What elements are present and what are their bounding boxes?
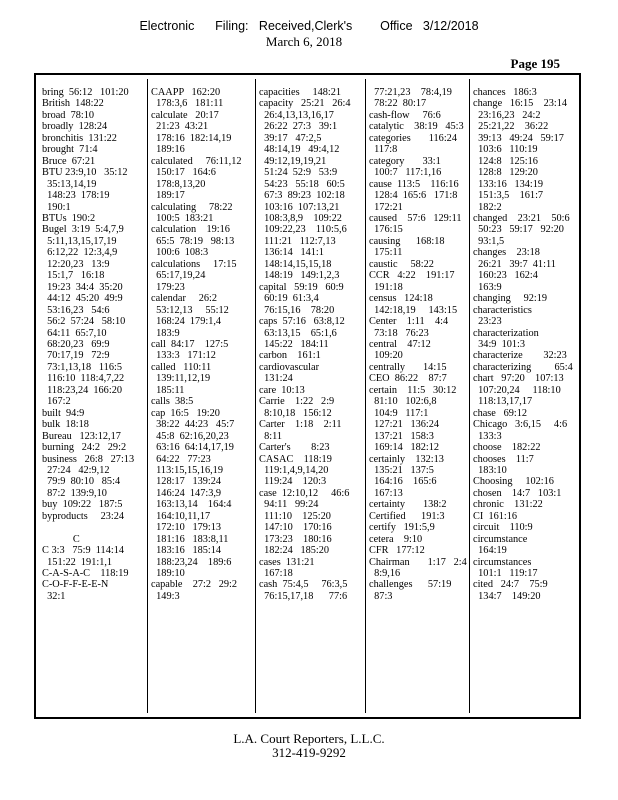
index-entry: 104:9 117:1	[369, 407, 429, 419]
index-entry: 51:24 52:9 53:9	[259, 167, 338, 179]
index-entry: broadly 128:24	[42, 121, 108, 133]
index-entry: 76:15,17,18 77:6	[259, 590, 348, 602]
index-entry: 128:17 139:24	[151, 476, 222, 488]
index-entry: 53:12,13 55:12	[151, 304, 229, 316]
index-entry: 124:8 125:16	[473, 155, 538, 167]
column-divider	[147, 79, 148, 713]
index-column-5	[473, 87, 579, 713]
index-entry: 8:10,18 156:12	[259, 407, 332, 419]
index-entry: 26:21 39:7 41:11	[473, 258, 556, 270]
index-entry: 23:23	[473, 316, 502, 328]
index-entry: 183:10	[473, 464, 507, 476]
index-entry: 148:14,15,15,18	[259, 258, 332, 270]
index-entry: built 94:9	[42, 407, 85, 419]
index-entry: Choosing 102:16	[473, 476, 554, 488]
index-entry: 65:5 78:19 98:13	[151, 235, 235, 247]
index-entry: 56:2 57:24 58:10	[42, 316, 126, 328]
index-entry: 39:13 49:24 59:17	[473, 132, 564, 144]
index-entry: 148:19 149:1,2,3	[259, 270, 340, 282]
index-column-1	[42, 87, 144, 713]
index-column-3	[259, 87, 361, 713]
index-entry: 25:21,22 36:22	[473, 121, 549, 133]
index-entry: 119:24 120:3	[259, 476, 327, 488]
index-entry: 179:23	[151, 281, 185, 293]
index-entry: 131:24	[259, 373, 293, 385]
index-entry: 137:21 158:3	[369, 430, 434, 442]
index-entry: calculated 76:11,12	[151, 155, 242, 167]
index-entry: 164:10,11,17	[151, 510, 211, 522]
index-entry: cited 24:7 75:9	[473, 579, 548, 591]
index-entry: challenges 57:19	[369, 579, 452, 591]
index-entry: CCR 4:22 191:17	[369, 270, 455, 282]
index-entry: 5:11,13,15,17,19	[42, 235, 117, 247]
filing-stamp-line: Electronic Filing: Received,Clerk's Office 3/12/2018	[139, 19, 479, 33]
index-entry: Carter's 8:23	[259, 442, 330, 454]
index-table	[34, 73, 581, 719]
index-entry: 77:21,23 78:4,19	[369, 87, 452, 98]
index-entry: C 3:3 75:9 114:14	[42, 545, 124, 557]
index-entry: 19:23 34:4 35:20	[42, 281, 123, 293]
index-entry: Certified 191:3	[369, 510, 445, 522]
index-entry: 164:16 165:6	[369, 476, 437, 488]
index-entry: 146:24 147:3,9	[151, 487, 222, 499]
index-entry: 76:15,16 78:20	[259, 304, 335, 316]
index-entry: capacity 25:21 26:4	[259, 98, 351, 110]
index-entry: changes 23:18	[473, 247, 540, 259]
index-entry: 136:14 141:1	[259, 247, 324, 259]
index-entry: circuit 110:9	[473, 522, 533, 534]
index-entry: chosen 14:7 103:1	[473, 487, 562, 499]
index-entry: 145:22 184:11	[259, 338, 329, 350]
index-entry: CI 161:16	[473, 510, 518, 522]
index-entry: 108:3,8,9 109:22	[259, 212, 342, 224]
index-entry: 133:3	[473, 430, 502, 442]
index-entry: 73:1,13,18 116:5	[42, 361, 122, 373]
index-entry: 128:4 165:6 171:8	[369, 190, 458, 202]
index-entry: 64:11 65:7,10	[42, 327, 107, 339]
index-entry: 182:2	[473, 201, 502, 213]
index-entry: 67:3 89:23 102:18	[259, 190, 345, 202]
index-entry: circumstance	[473, 533, 528, 545]
index-entry: 191:18	[369, 281, 403, 293]
index-entry: 81:10 102:6,8	[369, 396, 437, 408]
index-entry: 63:13,15 65:1,6	[259, 327, 337, 339]
index-entry: circumstances	[473, 556, 532, 568]
index-entry: calendar 26:2	[151, 293, 218, 305]
index-entry: cap 16:5 19:20	[151, 407, 220, 419]
reporter-name: L.A. Court Reporters, L.L.C.	[233, 731, 385, 746]
index-entry: 178:8,13,20	[151, 178, 206, 190]
index-entry: British 148:22	[42, 98, 104, 110]
index-entry: certify 191:5,9	[369, 522, 435, 534]
index-entry: 6:12,22 12:3,4,9	[42, 247, 118, 259]
index-entry: certainly 132:13	[369, 453, 444, 465]
index-entry: C	[42, 533, 80, 545]
index-entry: 163:13,14 164:4	[151, 499, 232, 511]
index-entry: 178:16 182:14,19	[151, 132, 232, 144]
index-entry: 68:20,23 69:9	[42, 338, 110, 350]
index-entry: 26:4,13,13,16,17	[259, 109, 334, 121]
index-entry: characterization	[473, 327, 539, 339]
index-entry: cause 113:5 116:16	[369, 178, 459, 190]
index-entry: 8:9,16	[369, 568, 401, 580]
index-entry: 149:3	[151, 590, 180, 602]
index-entry: 118:13,17,17	[473, 396, 533, 408]
index-entry: calculate 20:17	[151, 109, 219, 121]
index-entry: 167:18	[259, 568, 293, 580]
index-entry: 109:20	[369, 350, 403, 362]
page-number: Page 195	[510, 56, 560, 71]
index-entry: 60:19 61:3,4	[259, 293, 319, 305]
index-entry: Carrie 1:22 2:9	[259, 396, 335, 408]
index-entry: 190:1	[42, 201, 71, 213]
index-entry: 32:1	[42, 590, 66, 602]
index-entry: 39:17 47:2,5	[259, 132, 322, 144]
index-entry: 189:10	[151, 568, 185, 580]
index-entry: choose 182:22	[473, 442, 541, 454]
index-entry: 176:15	[369, 224, 403, 236]
index-entry: 44:12 45:20 49:9	[42, 293, 123, 305]
index-entry: Chicago 3:6,15 4:6	[473, 419, 568, 431]
index-entry: 181:16 183:8,11	[151, 533, 229, 545]
index-entry: 175:11	[369, 247, 403, 259]
filing-date-line: March 6, 2018	[265, 34, 343, 49]
index-entry: characteristics	[473, 304, 532, 316]
index-entry: 135:21 137:5	[369, 464, 434, 476]
index-entry: 53:16,23 54:6	[42, 304, 110, 316]
index-entry: 64:22 77:23	[151, 453, 211, 465]
index-entry: BTU 23:9,10 35:12	[42, 167, 128, 179]
index-entry: cases 131:21	[259, 556, 315, 568]
index-entry: changed 23:21 50:6	[473, 212, 570, 224]
index-entry: 116:10 118:4,7,22	[42, 373, 125, 385]
index-entry: 103:6 110:19	[473, 144, 538, 156]
index-entry: 87:2 139:9,10	[42, 487, 107, 499]
index-entry: Center 1:11 4:4	[369, 316, 449, 328]
index-entry: 50:23 59:17 92:20	[473, 224, 564, 236]
index-entry: 160:23 162:4	[473, 270, 538, 282]
filing-header	[0, 18, 618, 50]
index-entry: Bugel 3:19 5:4,7,9	[42, 224, 124, 236]
index-entry: 133:16 134:19	[473, 178, 544, 190]
index-entry: 182:24 185:20	[259, 545, 330, 557]
index-entry: 73:18 76:23	[369, 327, 429, 339]
index-column-4	[369, 87, 471, 713]
index-entry: chronic 131:22	[473, 499, 543, 511]
index-entry: 185:11	[151, 384, 185, 396]
index-entry: calculating 78:22	[151, 201, 233, 213]
index-entry: 79:9 80:10 85:4	[42, 476, 121, 488]
index-entry: chooses 11:7	[473, 453, 534, 465]
index-entry: 26:22 27:3 39:1	[259, 121, 338, 133]
index-entry: 118:23,24 166:20	[42, 384, 122, 396]
index-entry: 93:1,5	[473, 235, 505, 247]
index-entry: 49:12,19,19,21	[259, 155, 327, 167]
index-entry: buy 109:22 187:5	[42, 499, 123, 511]
index-entry: carbon 161:1	[259, 350, 321, 362]
column-divider	[365, 79, 366, 713]
index-column-2	[151, 87, 251, 713]
index-entry: change 16:15 23:14	[473, 98, 568, 110]
index-entry: 139:11,12,19	[151, 373, 211, 385]
index-entry: 45:8 62:16,20,23	[151, 430, 229, 442]
index-entry: 38:22 44:23 45:7	[151, 419, 235, 431]
index-entry: 87:3	[369, 590, 393, 602]
index-entry: cardiovascular	[259, 361, 320, 373]
index-entry: caustic 58:22	[369, 258, 434, 270]
index-entry: Carter 1:18 2:11	[259, 419, 342, 431]
index-entry: 54:23 55:18 60:5	[259, 178, 345, 190]
index-entry: 8:11	[259, 430, 283, 442]
index-entry: changing 92:19	[473, 293, 548, 305]
index-entry: 147:10 170:16	[259, 522, 332, 534]
index-entry: calculation 19:16	[151, 224, 230, 236]
index-entry: 167:13	[369, 487, 403, 499]
index-entry: cash-flow 76:6	[369, 109, 441, 121]
index-entry: 70:17,19 72:9	[42, 350, 110, 362]
index-entry: calls 38:5	[151, 396, 194, 408]
index-entry: 168:24 179:1,4	[151, 316, 222, 328]
index-entry: bronchitis 131:22	[42, 132, 117, 144]
index-entry: 128:8 129:20	[473, 167, 538, 179]
index-entry: capacities 148:21	[259, 87, 342, 98]
index-entry: Bruce 67:21	[42, 155, 96, 167]
index-entry: 27:24 42:9,12	[42, 464, 110, 476]
index-entry: BTUs 190:2	[42, 212, 96, 224]
index-entry: centrally 14:15	[369, 361, 447, 373]
index-entry: characterize 32:23	[473, 350, 567, 362]
index-entry: 101:1 119:17	[473, 568, 538, 580]
index-entry: 23:16,23 24:2	[473, 109, 541, 121]
index-entry: care 10:13	[259, 384, 305, 396]
column-divider	[255, 79, 256, 713]
index-entry: catalytic 38:19 45:3	[369, 121, 464, 133]
index-entry: central 47:12	[369, 338, 431, 350]
index-entry: case 12:10,12 46:6	[259, 487, 350, 499]
index-entry: burning 24:2 29:2	[42, 442, 127, 454]
index-entry: certainty 138:2	[369, 499, 447, 511]
index-entry: business 26:8 27:13	[42, 453, 135, 465]
index-entry: calculations 17:15	[151, 258, 237, 270]
index-entry: caused 57:6 129:11	[369, 212, 462, 224]
index-entry: 15:1,7 16:18	[42, 270, 105, 282]
index-entry: 34:9 101:3	[473, 338, 526, 350]
index-entry: 103:16 107:13,21	[259, 201, 340, 213]
index-entry: 117:8	[369, 144, 398, 156]
index-entry: caps 57:16 63:8,12	[259, 316, 345, 328]
index-entry: 100:5 183:21	[151, 212, 214, 224]
index-entry: 119:1,4,9,14,20	[259, 464, 329, 476]
index-entry: C-O-F-F-E-E-N	[42, 579, 109, 591]
index-entry: brought 71:4	[42, 144, 98, 156]
index-entry: 78:22 80:17	[369, 98, 427, 110]
index-entry: 35:13,14,19	[42, 178, 97, 190]
index-entry: 167:2	[42, 396, 71, 408]
index-entry: Chairman 1:17 2:4	[369, 556, 467, 568]
index-entry	[42, 522, 144, 533]
index-entry: 188:23,24 189:6	[151, 556, 232, 568]
index-entry: 178:3,6 181:11	[151, 98, 224, 110]
index-entry: 21:23 43:21	[151, 121, 209, 133]
index-entry: bulk 18:18	[42, 419, 89, 431]
index-entry: 183:9	[151, 327, 180, 339]
index-entry: call 84:17 127:5	[151, 338, 229, 350]
index-entry: Bureau 123:12,17	[42, 430, 121, 442]
index-entry: categories 116:24	[369, 132, 457, 144]
index-entry: 189:17	[151, 190, 185, 202]
index-entry: 150:17 164:6	[151, 167, 216, 179]
index-entry: category 33:1	[369, 155, 441, 167]
index-entry: chances 186:3	[473, 87, 537, 98]
index-entry: 48:14,19 49:4,12	[259, 144, 340, 156]
index-entry: CEO 86:22 87:7	[369, 373, 447, 385]
index-entry: 12:20,23 13:9	[42, 258, 110, 270]
index-entry: 151:22 191:1,1	[42, 556, 113, 568]
index-entry: 148:23 178:19	[42, 190, 110, 202]
index-entry: certain 11:5 30:12	[369, 384, 457, 396]
index-entry: 163:9	[473, 281, 502, 293]
index-entry: 111:21 112:7,13	[259, 235, 336, 247]
index-entry: 107:20,24 118:10	[473, 384, 561, 396]
index-entry: 127:21 136:24	[369, 419, 440, 431]
index-entry: CASAC 118:19	[259, 453, 332, 465]
index-entry: 63:16 64:14,17,19	[151, 442, 234, 454]
column-divider	[469, 79, 470, 713]
index-entry: chase 69:12	[473, 407, 528, 419]
index-entry: 111:10 125:20	[259, 510, 331, 522]
index-entry: 100:6 108:3	[151, 247, 209, 259]
index-entry: 94:11 99:24	[259, 499, 319, 511]
index-entry: characterizing 65:4	[473, 361, 573, 373]
index-entry: 113:15,15,16,19	[151, 464, 223, 476]
index-entry: 133:3 171:12	[151, 350, 216, 362]
index-entry: 169:14 182:12	[369, 442, 440, 454]
index-entry: CAAPP 162:20	[151, 87, 221, 98]
index-entry: 142:18,19 143:15	[369, 304, 458, 316]
index-entry: census 124:18	[369, 293, 433, 305]
footer	[0, 732, 618, 760]
reporter-phone: 312-419-9292	[272, 745, 346, 760]
index-entry: cetera 9:10	[369, 533, 423, 545]
index-entry: 109:22,23 110:5,6	[259, 224, 347, 236]
index-entry: capital 59:19 60:9	[259, 281, 344, 293]
index-entry: causing 168:18	[369, 235, 445, 247]
index-entry: 189:16	[151, 144, 185, 156]
index-entry: 151:3,5 161:7	[473, 190, 544, 202]
index-entry: 173:23 180:16	[259, 533, 332, 545]
index-entry: 172:21	[369, 201, 403, 213]
index-entry: called 110:11	[151, 361, 212, 373]
index-entry: 134:7 149:20	[473, 590, 541, 602]
index-entry: CFR 177:12	[369, 545, 425, 557]
index-entry: C-A-S-A-C 118:19	[42, 568, 129, 580]
index-entry: cash 75:4,5 76:3,5	[259, 579, 348, 591]
index-entry: broad 78:10	[42, 109, 95, 121]
index-entry: 172:10 179:13	[151, 522, 222, 534]
index-entry: chart 97:20 107:13	[473, 373, 564, 385]
index-entry: 164:19	[473, 545, 507, 557]
index-entry: 183:16 185:14	[151, 545, 222, 557]
index-entry: 100:7 117:1,16	[369, 167, 442, 179]
index-entry: byproducts 23:24	[42, 510, 125, 522]
index-entry: bring 56:12 101:20	[42, 87, 129, 98]
index-entry: capable 27:2 29:2	[151, 579, 238, 591]
index-entry: 65:17,19,24	[151, 270, 206, 282]
